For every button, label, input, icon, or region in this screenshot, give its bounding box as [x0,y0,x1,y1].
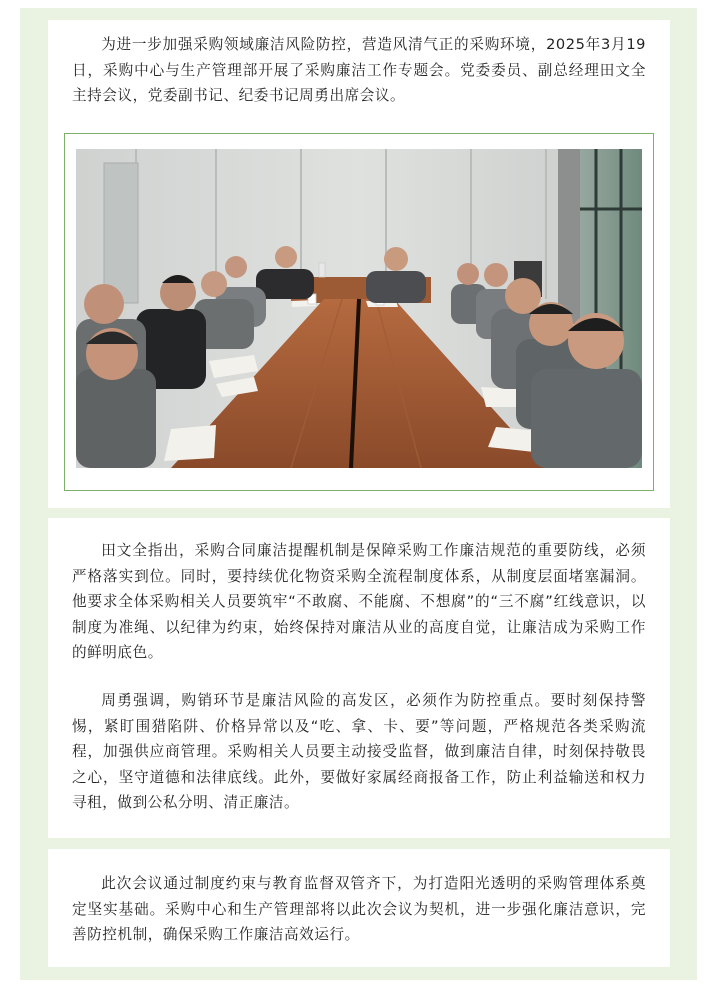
paragraph-tian-wenquan: 田文全指出，采购合同廉洁提醒机制是保障采购工作廉洁规范的重要防线，必须严格落实到位。同时，要持续优化物资采购全流程制度体系，从制度层面堵塞漏洞。他要求全体采购相关人员要筑牢“不敢腐、不能腐、不想腐”的“三不腐”红线意识，以制度为准绳、以纪律为约束，始终保持对廉洁从业的高度自觉，让廉洁成为采购工作的鲜明底色。 [72,542,646,662]
article-card-conclusion [48,849,670,967]
photo-frame [64,133,654,491]
article-card-speeches [48,518,670,838]
paragraph-conclusion: 此次会议通过制度约束与教育监督双管齐下，为打造阳光透明的采购管理体系奠定坚实基础。采购中心和生产管理部将以此次会议为契机，进一步强化廉洁意识，完善防控机制，确保采购工作廉洁高效运行。 [72,875,646,944]
paragraph-intro: 为进一步加强采购领域廉洁风险防控，营造风清气正的采购环境，2025年3月19日，采购中心与生产管理部开展了采购廉洁工作专题会。党委委员、副总经理田文全主持会议，党委副书记、纪委书记周勇出席会议。 [72,36,646,105]
paragraph-zhou-yong: 周勇强调，购销环节是廉洁风险的高发区，必须作为防控重点。要时刻保持警惕，紧盯围猎陷阱、价格异常以及“吃、拿、卡、要”等问题，严格规范各类采购流程，加强供应商管理。采购相关人员要主动接受监督，做到廉洁自律，时刻保持敬畏之心，坚守道德和法律底线。此外，要做好家属经商报备工作，防止利益输送和权力寻租，做到公私分明、清正廉洁。 [72,691,646,812]
article-card-intro [48,20,670,508]
meeting-photo [76,149,642,468]
